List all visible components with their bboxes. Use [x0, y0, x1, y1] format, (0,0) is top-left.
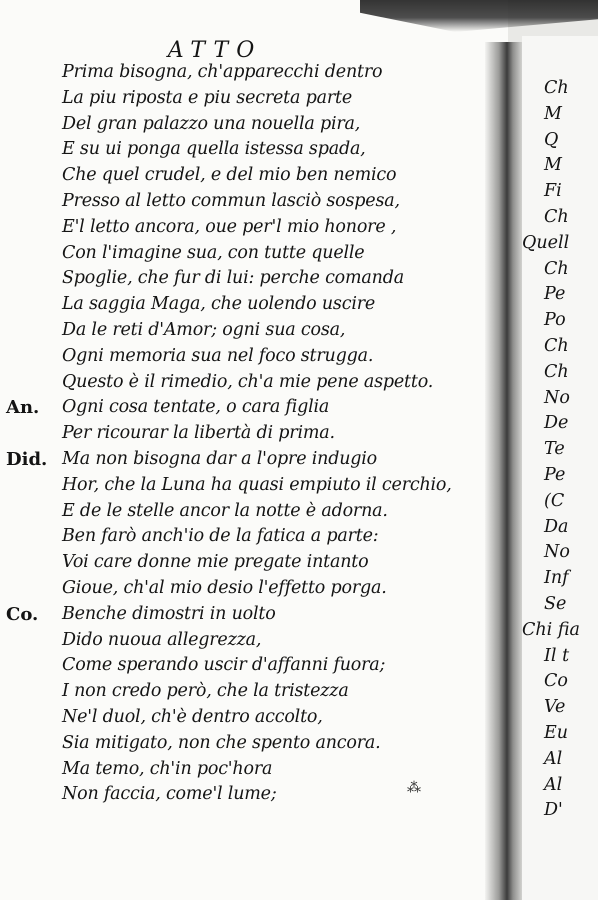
fragment-line: Ve: [544, 697, 566, 718]
fragment-line: Da: [544, 516, 569, 537]
verse-line: Prima bisogna, ch'apparecchi dentro: [62, 62, 383, 82]
speaker-label: Did.: [6, 449, 48, 470]
fragment-line: Inf: [544, 568, 569, 589]
fragment-line: M: [544, 155, 562, 176]
fragment-line: Chi fia: [522, 619, 580, 640]
fragment-line: De: [544, 413, 569, 434]
fragment-line: Fi: [544, 181, 562, 202]
fragment-line: D': [544, 800, 563, 821]
right-page: [522, 36, 598, 900]
verse-line: Questo è il rimedio, ch'a mie pene aspetto.: [62, 371, 434, 392]
ink-mark: ⁂: [407, 780, 421, 796]
verse-line: Dido nuoua allegrezza,: [62, 629, 262, 650]
fragment-line: (C: [544, 490, 565, 511]
verse-line: E'l letto ancora, oue per'l mio honore ,: [62, 216, 397, 237]
verse-line: Ne'l duol, ch'è dentro accolto,: [62, 707, 323, 727]
verse-line: Ogni cosa tentate, o cara figlia: [62, 397, 330, 418]
fragment-line: Al: [544, 774, 563, 795]
verse-line: E su ui ponga quella istessa spada,: [62, 139, 366, 160]
fragment-line: Te: [544, 439, 565, 460]
verse-line: Per ricourar la libertà di prima.: [62, 423, 335, 444]
fragment-line: M: [544, 103, 562, 124]
verse-line: Sia mitigato, non che spento ancora.: [62, 732, 381, 753]
fragment-line: Co: [544, 671, 568, 692]
verse-line: Come sperando uscir d'affanni fuora;: [62, 655, 386, 676]
verse-line: La saggia Maga, che uolendo uscire: [62, 294, 376, 315]
verse-line: Ben farò anch'io de la fatica a parte:: [62, 526, 379, 547]
fragment-line: Pe: [544, 465, 566, 485]
fragment-line: No: [544, 387, 570, 408]
verse-line: Voi care donne mie pregate intanto: [62, 552, 369, 573]
verse-line: Con l'imagine sua, con tutte quelle: [62, 242, 365, 263]
fragment-line: Po: [544, 310, 566, 331]
fragment-line: Al: [544, 748, 563, 769]
verse-line: Hor, che la Luna ha quasi empiuto il cerchio,: [62, 474, 452, 495]
fragment-line: Quell: [522, 232, 570, 253]
verse-line: Ma temo, ch'in poc'hora: [62, 758, 273, 779]
fragment-line: Ch: [544, 78, 569, 98]
verse-line: Ma non bisogna dar a l'opre indugio: [62, 449, 378, 469]
fragment-line: No: [544, 542, 570, 563]
fragment-line: Ch: [544, 258, 569, 279]
verse-line: I non credo però, che la tristezza: [62, 681, 349, 702]
verse-line: Non faccia, come'l lume;: [62, 784, 277, 805]
fragment-line: Il t: [544, 645, 570, 666]
fragment-line: Se: [544, 594, 567, 614]
verse-line: Ogni memoria sua nel foco strugga.: [62, 345, 374, 366]
fragment-line: Ch: [544, 361, 569, 382]
verse-line: La piu riposta e piu secreta parte: [62, 87, 352, 108]
verse-line: Del gran palazzo una nouella pira,: [62, 113, 361, 134]
verse-line: Da le reti d'Amor; ogni sua cosa,: [62, 320, 346, 340]
verse-line: Gioue, ch'al mio desio l'effetto porga.: [62, 578, 387, 598]
fragment-line: Ch: [544, 336, 569, 356]
page-header: ATTO: [167, 38, 263, 63]
fragment-line: Ch: [544, 207, 569, 227]
book-gutter: [485, 42, 525, 900]
speaker-label: Co.: [6, 603, 39, 625]
verse-line: Che quel crudel, e del mio ben nemico: [62, 165, 397, 186]
verse-line: Benche dimostri in uolto: [62, 603, 276, 624]
fragment-line: Eu: [544, 723, 569, 743]
speaker-label: An.: [6, 397, 40, 419]
fragment-line: Pe: [544, 284, 566, 305]
fragment-line: Q: [544, 129, 559, 150]
verse-line: Spoglie, che fur di lui: perche comanda: [62, 268, 404, 289]
verse-line: E de le stelle ancor la notte è adorna.: [62, 500, 388, 521]
verse-line: Presso al letto commun lasciò sospesa,: [62, 191, 400, 211]
